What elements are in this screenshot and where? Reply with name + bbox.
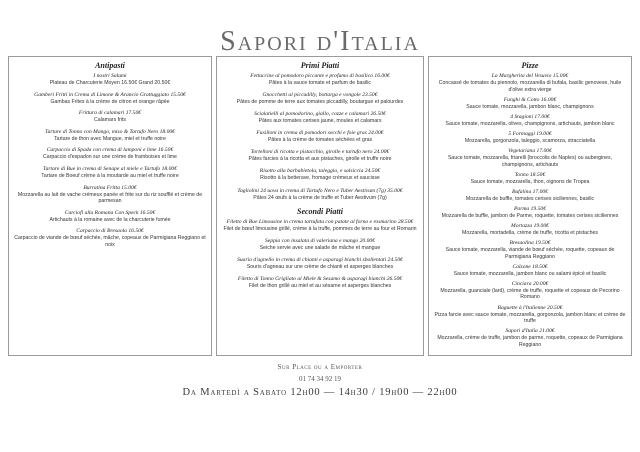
menu-item-description: Gambas Frites à la crème de citron et orange râpée <box>50 98 170 105</box>
menu-item-name: Bresaolina 19.50€ <box>509 240 551 247</box>
menu-item <box>433 328 627 348</box>
menu-item-name: Carpaccio di Bresaola 16.50€ <box>76 228 144 235</box>
menu-item <box>221 130 419 144</box>
menu-item <box>221 238 419 252</box>
primi-heading: Primi Piatti <box>300 61 340 70</box>
primi-list <box>221 73 419 201</box>
menu-item-name: Sapori d'Italia 21.00€ <box>505 328 555 335</box>
menu-item <box>433 223 627 237</box>
menu-item <box>433 131 627 145</box>
menu-item-description: Pizza farcie avec sauce tomate, mozzarella, gorgonzola, jambon blanc et crème de truffe <box>434 311 626 325</box>
menu-item <box>433 114 627 128</box>
menu-item <box>433 264 627 278</box>
menu-item-name: Scialatielli al pomodorino, giallo, cozze e calamari 26.50€ <box>254 111 386 118</box>
menu-item-description: Pâtes à la crème de tomates séchées et gras <box>267 137 373 144</box>
menu-item <box>13 210 207 224</box>
secondi-list <box>221 219 419 290</box>
menu-item-name: Tortelloni di ricotta e pistacchio, girolle e tartufo nero 24.00€ <box>250 149 390 156</box>
menu-item-description: Mozzarella au lait de vache crémeux panée et frite sur du riz soufflé et crème de parmesan <box>17 191 203 205</box>
menu-item <box>13 92 207 106</box>
menu-item-description: Pâtes 24 œufs à la crème de truffe et Tuber Aestivum (7g) <box>253 194 387 201</box>
menu-item <box>221 188 419 202</box>
menu-item <box>221 276 419 290</box>
antipasti-heading: Antipasti <box>95 61 125 70</box>
menu-item-description: Carpaccio d'espadon sur une crème de framboises et lime <box>43 154 177 161</box>
menu-item-description: Filet de bœuf limousine grillé, crème à la truffe, pommes de terre au four et Romarin <box>223 225 417 232</box>
menu-item-description: Sauce tomate, mozzarella, viande de bœuf séchée, roquette, copeaux de Parmigiana Reggiano <box>445 247 615 260</box>
menu-item-name: Gamberi Fritti in Crema di Limone & Arancio Grattuggiato 15.50€ <box>34 91 186 98</box>
menu-item <box>221 73 419 87</box>
menu-item <box>433 172 627 186</box>
menu-item-name: Tonno 18.50€ <box>514 171 546 178</box>
menu-item <box>13 228 207 248</box>
menu-item-description: Pâtes aux tomates cerises jaune, moules et calamars <box>258 118 382 125</box>
menu-item-description: Sauce tomate, mozzarella, jambon blanc, champignons <box>466 103 594 110</box>
menu-item-name: Gnocchetti al piccadilly, bottarga e vongole 23.50€ <box>262 92 378 99</box>
piatti-section <box>216 56 424 356</box>
menu-item <box>221 168 419 182</box>
menu-item-description: Sauce tomate, mozzarella, thon, oignons de Tropea <box>470 178 590 185</box>
menu-item-name: Tartare di Tonno con Mango, miso & Tartufo Nero 18.00€ <box>45 128 175 135</box>
secondi-heading: Secondi Piatti <box>297 206 343 216</box>
menu-item-name: La Margherita del Vesuvio 15.00€ <box>491 73 569 79</box>
menu-item-description: Mozzarella, mortadella, crème de truffe, ricotta et pistaches <box>462 229 598 236</box>
menu-item <box>221 111 419 125</box>
menu-item-description: Souris d'agneau sur une crème de chianti et asperges blanches <box>246 263 394 270</box>
menu-item <box>221 219 419 233</box>
menu-item-description: Mozzarella de buffle, jambon de Parme, roquette, tomates cerises siciliennes <box>441 212 619 219</box>
menu-item-name: Carciofi alla Romana Con Speck 16.50€ <box>64 209 156 216</box>
menu-item-description: Concassé de tomates du piennolo, mozzarella di bufala, basilic genovese, huile d'olive extra vierge <box>438 80 622 93</box>
menu-item-name: Cinciara 20.00€ <box>511 280 549 287</box>
menu-item-name: Filetto di Bue Limousine in crema tartufata con patate al forno e rosmarino 28.50€ <box>226 218 414 225</box>
menu-item-description: Calamars frits <box>94 117 126 124</box>
menu-item <box>433 281 627 301</box>
menu-item <box>433 148 627 168</box>
menu-item-name: Bufalina 17.00€ <box>511 188 549 195</box>
menu-item-name: Parma 19.50€ <box>513 205 546 212</box>
menu-item <box>221 149 419 163</box>
menu-item-name: Frittura di calamari 17.50€ <box>78 110 142 117</box>
pizze-list <box>433 73 627 348</box>
restaurant-title: Sapori d'Italia <box>220 26 420 57</box>
menu-item-description: Filet de thon grillé au miel et au sésame et asperges blanches <box>248 282 392 289</box>
menu-item-name: Suario d'agnello in crema di chianti e asparagi bianchi sbollentati 24.50€ <box>237 256 403 263</box>
menu-item-name: Baguette à l'Italienne 20.50€ <box>497 304 563 311</box>
menu-item-name: 5 Formaggi 19.00€ <box>508 130 552 137</box>
menu-item-description: Sauce tomate, mozzarella, olives, champignons, artichauts, jambon blanc <box>445 120 615 127</box>
menu-item-description: Mozzarella, guanciale (lard), crème de truffe, roquette et copeaux de Pecorino Romano <box>440 287 620 301</box>
menu-item-name: Mortazza 19.00€ <box>511 222 549 229</box>
menu-item-description: Pâtes à la sauce tomate et parfum de basilic <box>268 80 372 86</box>
menu-item-name: Seppia con insalata di valeriana e mango 20.00€ <box>265 237 375 244</box>
menu-item-name: Funghi & Cotto 16.00€ <box>503 96 557 103</box>
menu-item <box>433 206 627 220</box>
menu-item <box>13 129 207 143</box>
menu-item-name: Fusilloni in crema di pomodori secchi e foie gras 24.00€ <box>256 130 384 137</box>
menu-item-name: Tagliolini 24 uova in crema di Tartufo Nero e Tuber Aestivum (7g) 35.00€ <box>237 187 403 194</box>
service-note: Sur Place ou a Emporter <box>277 363 363 371</box>
menu-item <box>221 257 419 271</box>
menu-item <box>433 189 627 203</box>
menu-item <box>433 97 627 111</box>
menu-item <box>433 240 627 260</box>
menu-item <box>13 110 207 124</box>
menu-item <box>13 185 207 205</box>
menu-item <box>221 92 419 106</box>
menu-item-description: Artichauts à la romaine avec de la charcuterie fumée <box>49 216 171 223</box>
menu-item-description: Risotto à la betterave, fromage crémeux et saucisse <box>260 175 380 182</box>
menu-item-description: Pâtes de pomme de terre aux tomates piccadilly, boutargue et palourdes <box>236 99 404 106</box>
menu-item-description: Mozzarella, crème de truffe, jambon de parme, roquette, copeaux de Parmigiana Reggiano <box>437 335 623 348</box>
antipasti-list <box>13 73 207 249</box>
antipasti-section <box>8 56 212 356</box>
pizze-section <box>428 56 632 356</box>
menu-item-description: Pâtes farcies à la ricotta et aux pistaches, girolle et truffe noire <box>248 156 392 163</box>
menu-item-description: Plateau de Charcuterie Moyen 16.50€ Grand 20.50€ <box>49 80 171 86</box>
menu-item <box>433 73 627 93</box>
menu-item-name: Calzone 18.50€ <box>512 263 548 270</box>
opening-hours: Da Martedì a Sabato 12h00 — 14h30 / 19h00 — 22h00 <box>182 387 458 398</box>
menu-item-name: I nostri Salumi <box>93 73 127 79</box>
phone-number[interactable]: 01 74 34 92 19 <box>299 375 341 383</box>
menu-item <box>433 305 627 325</box>
menu-item-name: Filetto di Tonno Grigliato al Miele & Sesamo & asparagi bianchi 26.50€ <box>237 275 403 282</box>
menu-item <box>13 166 207 180</box>
menu-item-description: Tartare de thon avec Mangue, miel et truffe noire <box>54 135 166 142</box>
menu-item <box>13 147 207 161</box>
menu-item-name: Burratina Fritta 15.00€ <box>83 184 137 191</box>
menu-item-description: Sauce tomate, mozzarella, jambon blanc ou salami épicé et basilic <box>453 270 607 277</box>
menu-item-description: Sauce tomate, mozzarella, friarelli (broccolis de Naples) ou aubergines, champignons, artichauts <box>447 154 613 168</box>
menu-item-name: Tartare di Bue in crema di Senape al miele e Tartufo 18.00€ <box>42 165 178 172</box>
menu-item-name: Risotto alla barbabietola, taleggio, e salsiccia 24.50€ <box>259 168 381 175</box>
pizze-heading: Pizze <box>521 61 539 70</box>
menu-item <box>13 73 207 87</box>
menu-item-name: Carpaccio di Spada con crema di lamponi e lime 16.50€ <box>46 147 174 154</box>
menu-item-name: Vegetariana 17.00€ <box>508 147 552 154</box>
menu-item-description: Seiche servie avec une salade de mâche et mangue <box>259 244 381 251</box>
menu-item-name: 4 Stagioni 17.00€ <box>510 113 550 120</box>
menu-item-description: Mozzarella, gorgonzola, taleggio, scamorza, stracciatella <box>464 137 596 144</box>
menu-item-description: Mozzarella de buffle, tomates cerises siciliennes, basilic <box>465 195 595 202</box>
menu-item-name: Fettuccine al pomodoro piccante e profumo di basilico 16.00€ <box>250 73 390 79</box>
menu-item-description: Tartare de Boeuf crème à la moutarde au miel et truffe noire <box>41 172 179 179</box>
menu-item-description: Carpaccio de viande de bœuf séchée, mâche, copeaux de Parmigiana Reggiano et noix <box>14 235 206 248</box>
